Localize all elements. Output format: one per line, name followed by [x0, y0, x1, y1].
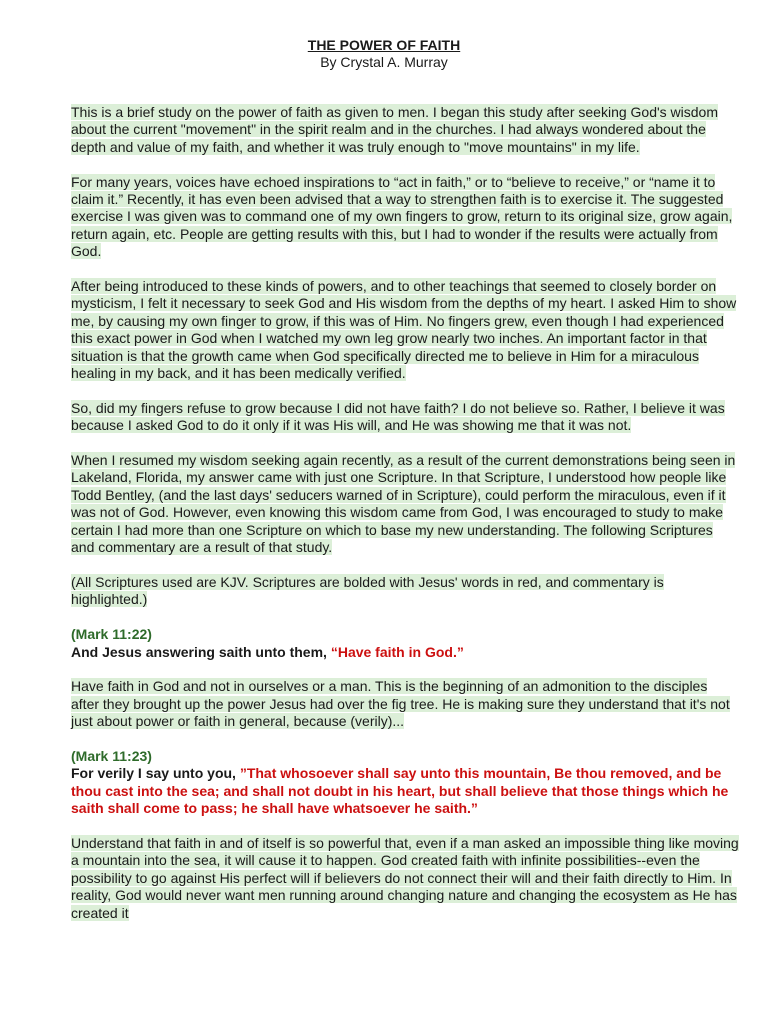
scripture-verse: [71, 644, 739, 661]
highlighted-text: When I resumed my wisdom seeking again recently, as a result of the current demonstrations being seen in Lakeland, Florida, my answer came with just one Scripture. In that Scripture, I understood how people like Todd Bentley, (and the last days' seducers warned of in Scripture), could perform the miraculous, even if it was not of God. However, even knowing this wisdom came from God, I was encouraged to study to make certain I had more than one Scripture on which to base my new understanding. The following Scriptures and commentary are a result of that study.: [71, 452, 736, 556]
paragraph: [71, 452, 739, 556]
commentary: [71, 835, 739, 922]
verse-lead: For verily I say unto you,: [71, 765, 240, 782]
commentary: [71, 678, 739, 730]
paragraph: [71, 104, 739, 156]
scripture-block: [71, 748, 739, 818]
scripture-reference: (Mark 11:23): [71, 747, 152, 764]
document-title: THE POWER OF FAITH: [307, 37, 461, 53]
paragraph: [71, 574, 739, 609]
jesus-words: ”That whosoever shall say unto this mountain, Be thou removed, and be thou cast into the sea; and shall not doubt in his heart, but shall believe that those things which he saith shall come to pass; he shall have whatsoever he saith.”: [71, 765, 729, 817]
highlighted-text: So, did my fingers refuse to grow because I did not have faith? I do not believe so. Rather, I believe it was because I asked God to do it only if it was His will, and He was showing me that it was not.: [71, 399, 725, 434]
paragraph: [71, 174, 739, 261]
highlighted-text: (All Scriptures used are KJV. Scriptures are bolded with Jesus' words in red, and commentary is highlighted.): [71, 573, 664, 608]
document-body: [71, 104, 739, 939]
scripture-reference: (Mark 11:22): [71, 626, 152, 643]
paragraph: [71, 400, 739, 435]
highlighted-text: After being introduced to these kinds of powers, and to other teachings that seemed to closely border on mysticism, I felt it necessary to seek God and His wisdom from the depths of my heart. I asked Him to show me, by causing my own finger to grow, if this was of Him. No fingers grew, even though I had experienced this exact power in God when I watched my own leg grow nearly two inches. An important factor in that situation is that the growth came when God specifically directed me to believe in Him for a miraculous healing in my back, and it has been medically verified.: [71, 278, 737, 382]
document-header: [0, 37, 768, 71]
highlighted-text: For many years, voices have echoed inspirations to “act in faith,” or to “believe to receive,” or “name it to claim it.” Recently, it has even been advised that a way to strengthen faith is to exercise it. The suggested exercise I was given was to command one of my own fingers to grow, return to its original size, grow again, return again, etc. People are getting results with this, but I had to wonder if the results were actually from God.: [71, 173, 733, 260]
scripture-verse: [71, 765, 739, 817]
document-author: By Crystal A. Murray: [320, 54, 448, 70]
highlighted-text: Have faith in God and not in ourselves or a man. This is the beginning of an admonition to the disciples after they brought up the power Jesus had over the fig tree. He is making sure they understand that it's not just about power or faith in general, because (verily)...: [71, 678, 730, 730]
highlighted-text: Understand that faith in and of itself is so powerful that, even if a man asked an impossible thing like moving a mountain into the sea, it will cause it to happen. God created faith with infinite possibilities--even the possibility to go against His perfect will if believers do not connect their will and their faith directly to Him. In reality, God would never want men running around changing nature and changing the ecosystem as He has created it: [71, 834, 739, 921]
scripture-block: [71, 626, 739, 661]
highlighted-text: This is a brief study on the power of faith as given to men. I began this study after seeking God's wisdom about the current "movement" in the spirit realm and in the churches. I had always wondered about the depth and value of my faith, and whether it was truly enough to "move mountains" in my life.: [71, 104, 719, 155]
verse-lead: And Jesus answering saith unto them,: [71, 643, 331, 660]
jesus-words: “Have faith in God.”: [330, 643, 464, 660]
paragraph: [71, 278, 739, 382]
